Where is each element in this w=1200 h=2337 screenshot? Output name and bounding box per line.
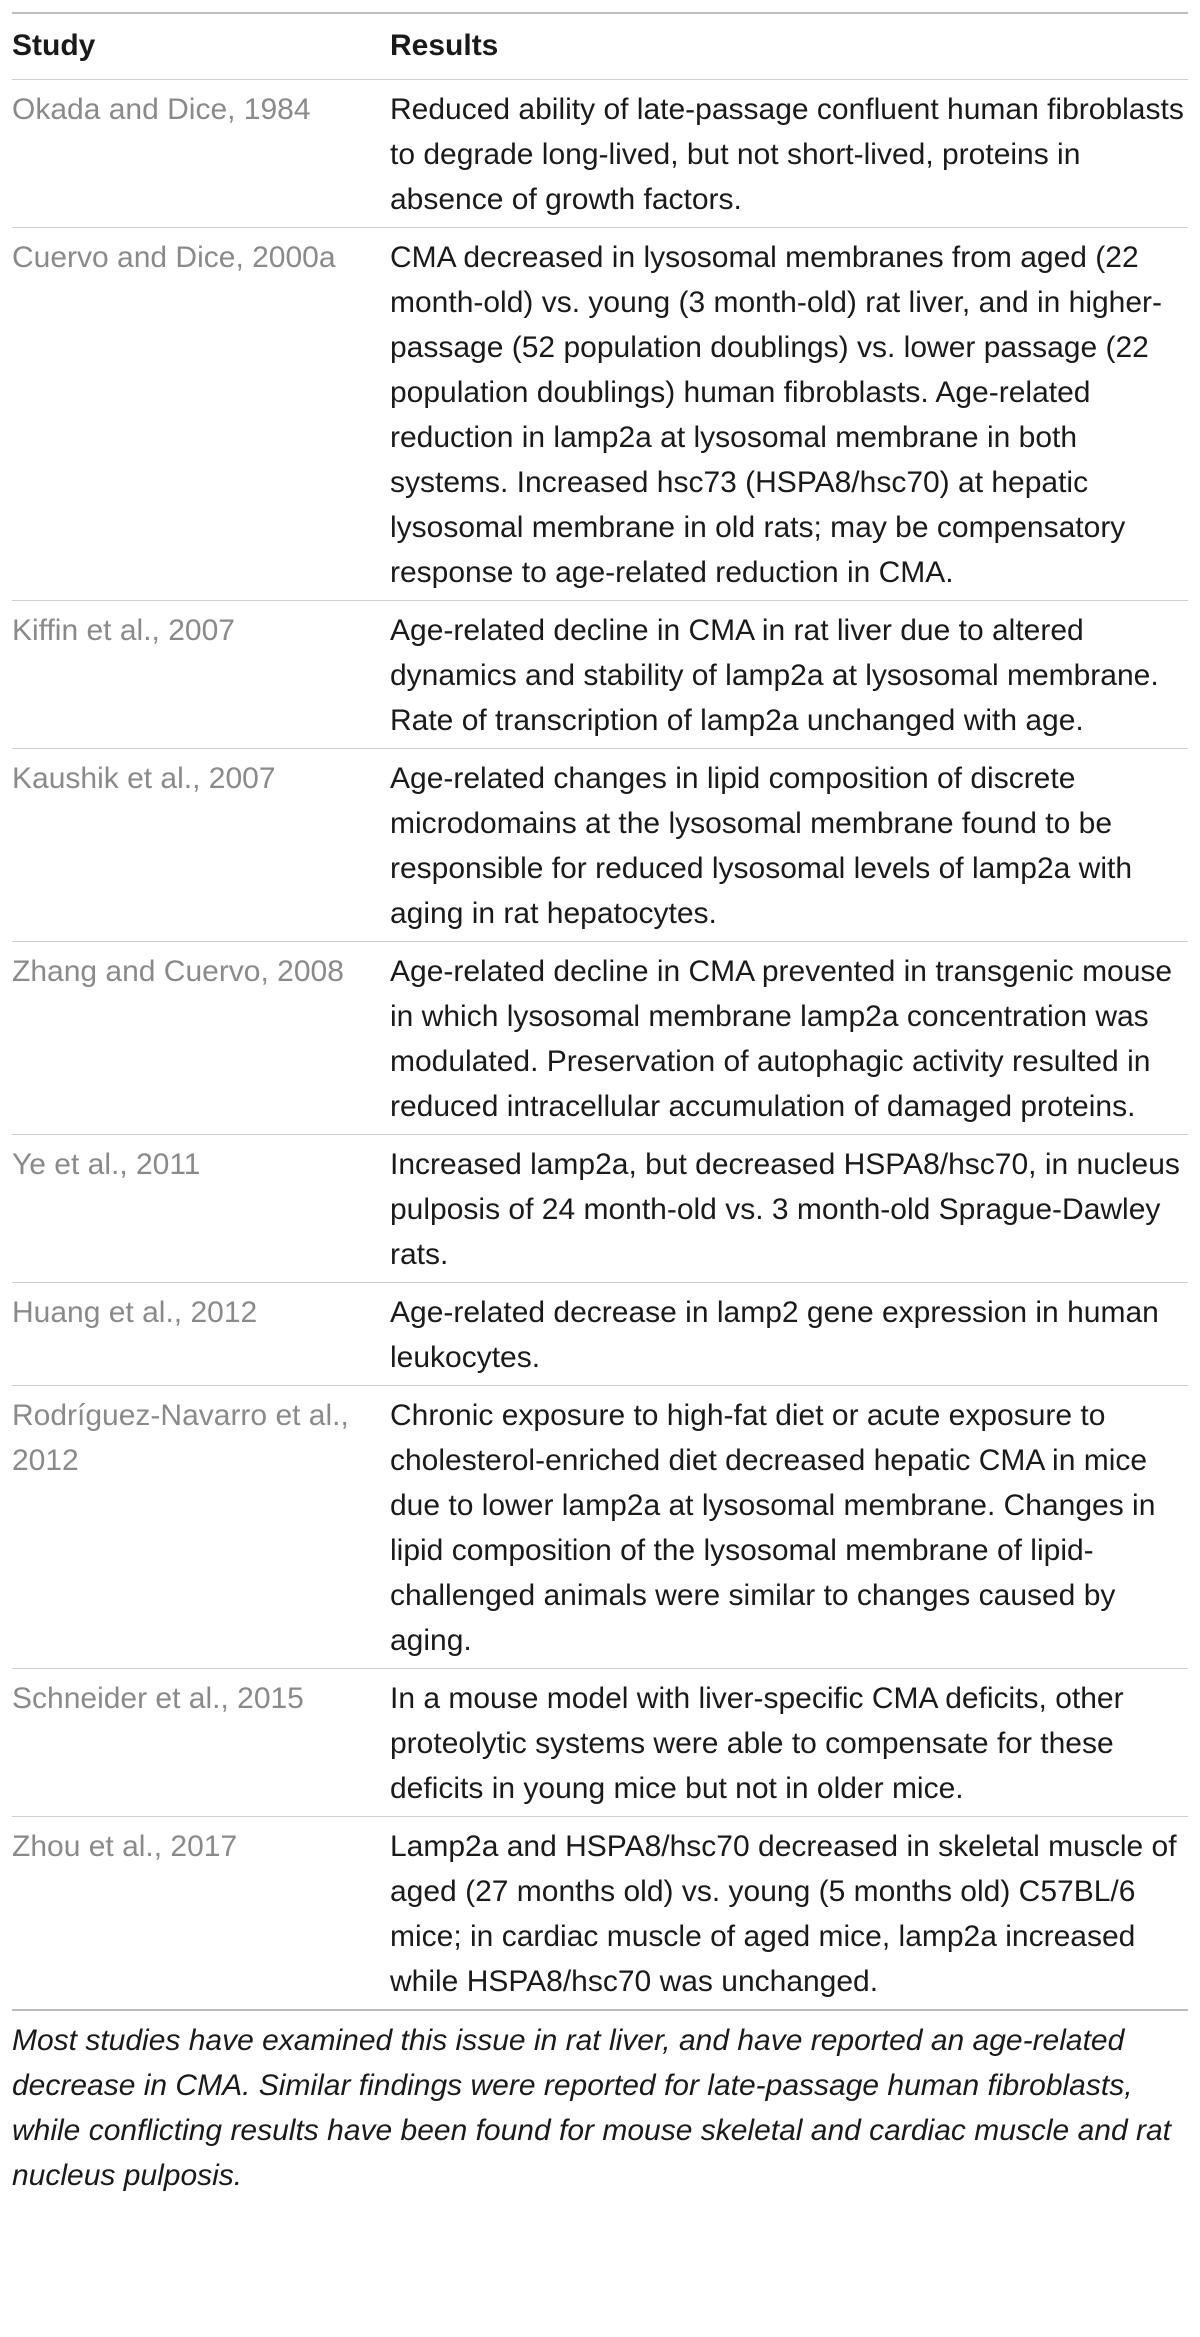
table-row [12, 1817, 1188, 2011]
table-row [12, 942, 1188, 1135]
study-cell: Schneider et al., 2015 [12, 1682, 304, 1715]
results-cell: Age-related decline in CMA in rat liver due to altered dynamics and stability of lamp2a at lysosomal membrane. Rate of transcription of lamp2a unchanged with age. [390, 614, 1159, 737]
results-cell: In a mouse model with liver-specific CMA deficits, other proteolytic systems were able to compensate for these deficits in young mice but not in older mice. [390, 1682, 1124, 1805]
table-row [12, 601, 1188, 749]
table-body [12, 80, 1188, 2011]
study-cell: Ye et al., 2011 [12, 1148, 201, 1181]
header-study: Study [12, 29, 96, 62]
table-row [12, 1386, 1188, 1669]
studies-table [12, 12, 1188, 2011]
study-cell: Huang et al., 2012 [12, 1296, 258, 1329]
table-header [12, 13, 1188, 80]
results-cell: Lamp2a and HSPA8/hsc70 decreased in skeletal muscle of aged (27 months old) vs. young (5 months old) C57BL/6 mice; in cardiac muscle of aged mice, lamp2a increased while HSPA8/hsc70 was unchanged. [390, 1830, 1177, 1998]
study-cell: Kiffin et al., 2007 [12, 614, 235, 647]
results-cell: Age-related decline in CMA prevented in transgenic mouse in which lysosomal membrane lamp2a concentration was modulated. Preservation of autophagic activity resulted in reduced intracellular accumulation of damaged proteins. [390, 955, 1173, 1123]
results-cell: Chronic exposure to high-fat diet or acute exposure to cholesterol-enriched diet decreased hepatic CMA in mice due to lower lamp2a at lysosomal membrane. Changes in lipid composition of the lysosomal membrane of lipid-challenged animals were similar to changes caused by aging. [390, 1399, 1156, 1657]
table-row [12, 1283, 1188, 1386]
study-cell: Kaushik et al., 2007 [12, 762, 276, 795]
table-row [12, 1135, 1188, 1283]
results-cell: Increased lamp2a, but decreased HSPA8/hsc70, in nucleus pulposis of 24 month-old vs. 3 month-old Sprague-Dawley rats. [390, 1148, 1180, 1271]
study-cell: Rodríguez-Navarro et al., 2012 [12, 1399, 349, 1477]
study-cell: Okada and Dice, 1984 [12, 93, 311, 126]
table-row [12, 749, 1188, 942]
results-cell: Reduced ability of late-passage confluent human fibroblasts to degrade long-lived, but not short-lived, proteins in absence of growth factors. [390, 93, 1184, 216]
study-cell: Zhou et al., 2017 [12, 1830, 238, 1863]
table-row [12, 1669, 1188, 1817]
table-footnote: Most studies have examined this issue in rat liver, and have reported an age-related decrease in CMA. Similar findings were reported for late-passage human fibroblasts, while conflicting results have been found for mouse skeletal and cardiac muscle and rat nucleus pulposis. [12, 2024, 1171, 2192]
results-cell: Age-related decrease in lamp2 gene expression in human leukocytes. [390, 1296, 1159, 1374]
results-cell: Age-related changes in lipid composition of discrete microdomains at the lysosomal membrane found to be responsible for reduced lysosomal levels of lamp2a with aging in rat hepatocytes. [390, 762, 1133, 930]
results-cell: CMA decreased in lysosomal membranes from aged (22 month-old) vs. young (3 month-old) rat liver, and in higher-passage (52 population doublings) vs. lower passage (22 population doublings) human fibroblasts. Age-related reduction in lamp2a at lysosomal membrane in both systems. Increased hsc73 (HSPA8/hsc70) at hepatic lysosomal membrane in old rats; may be compensatory response to age-related reduction in CMA. [390, 241, 1163, 589]
table-row [12, 228, 1188, 601]
header-results: Results [390, 29, 499, 62]
study-cell: Cuervo and Dice, 2000a [12, 241, 336, 274]
study-cell: Zhang and Cuervo, 2008 [12, 955, 344, 988]
table-row [12, 80, 1188, 228]
header-row [12, 13, 1188, 80]
